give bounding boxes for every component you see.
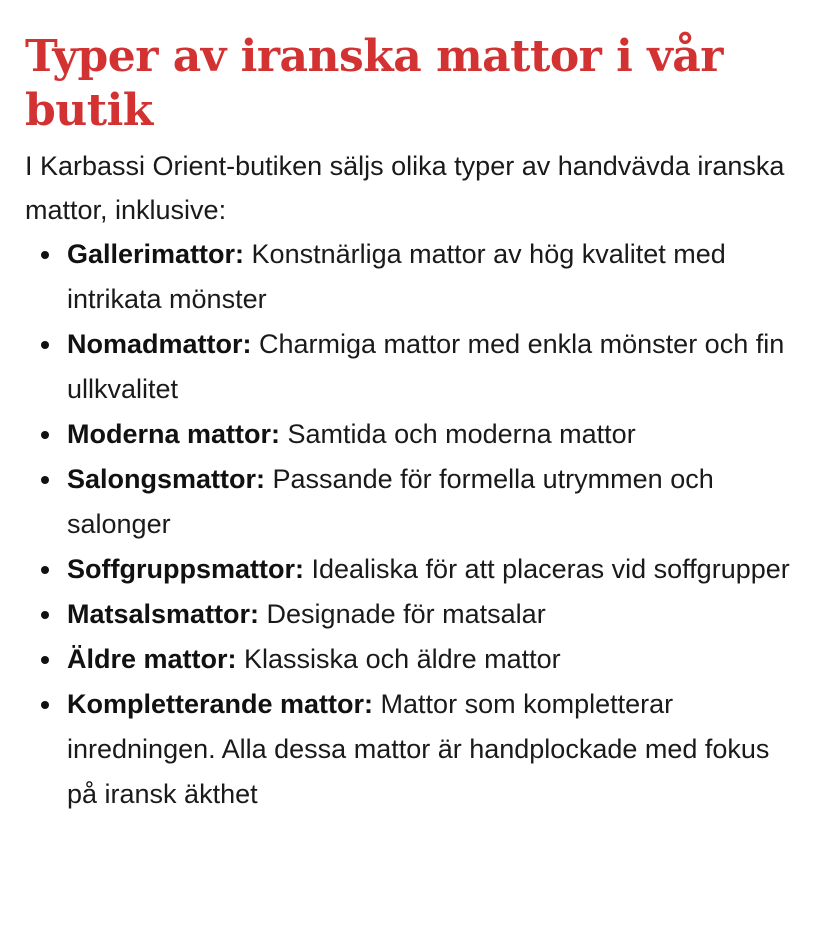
bullet-icon: [41, 701, 49, 709]
rug-type-term: Moderna mattor:: [67, 419, 288, 449]
content-section: [25, 30, 805, 817]
rug-type-description: Mattor som kompletterar inredningen. Alla dessa mattor är handplockade med fokus på iransk äkthet: [67, 689, 770, 809]
rug-type-term: Soffgruppsmattor:: [67, 554, 312, 584]
rug-type-term: Äldre mattor:: [67, 644, 245, 674]
list-item: [67, 592, 805, 637]
rug-type-description: Charmiga mattor med enkla mönster och fin ullkvalitet: [67, 329, 785, 404]
rug-type-term: Gallerimattor:: [67, 239, 252, 269]
rug-type-term: Kompletterande mattor:: [67, 689, 381, 719]
list-item: [67, 682, 805, 817]
list-item: [67, 457, 805, 547]
bullet-icon: [41, 611, 49, 619]
bullet-icon: [41, 251, 49, 259]
rug-type-description: Passande för formella utrymmen och salonger: [67, 464, 714, 539]
rug-type-description: Designade för matsalar: [266, 599, 546, 629]
list-item: [67, 322, 805, 412]
rug-type-description: Samtida och moderna mattor: [287, 419, 636, 449]
bullet-icon: [41, 431, 49, 439]
rug-type-description: Klassiska och äldre mattor: [244, 644, 561, 674]
rug-type-term: Nomadmattor:: [67, 329, 260, 359]
list-item: [67, 232, 805, 322]
list-item: [67, 637, 805, 682]
bullet-icon: [41, 566, 49, 574]
list-item: [67, 547, 805, 592]
rug-type-term: Matsalsmattor:: [67, 599, 267, 629]
bullet-icon: [41, 476, 49, 484]
intro-paragraph: I Karbassi Orient-butiken säljs olika typer av handvävda iranska mattor, inklusive:: [25, 151, 785, 225]
rug-type-term: Salongsmattor:: [67, 464, 273, 494]
list-item: [67, 412, 805, 457]
bullet-icon: [41, 341, 49, 349]
rug-type-description: Konstnärliga mattor av hög kvalitet med intrikata mönster: [67, 239, 726, 314]
bullet-icon: [41, 656, 49, 664]
section-title: Typer av iranska mattor i vår butik: [25, 31, 723, 136]
rug-types-list: [25, 232, 805, 817]
rug-type-description: Idealiska för att placeras vid soffgrupper: [311, 554, 790, 584]
